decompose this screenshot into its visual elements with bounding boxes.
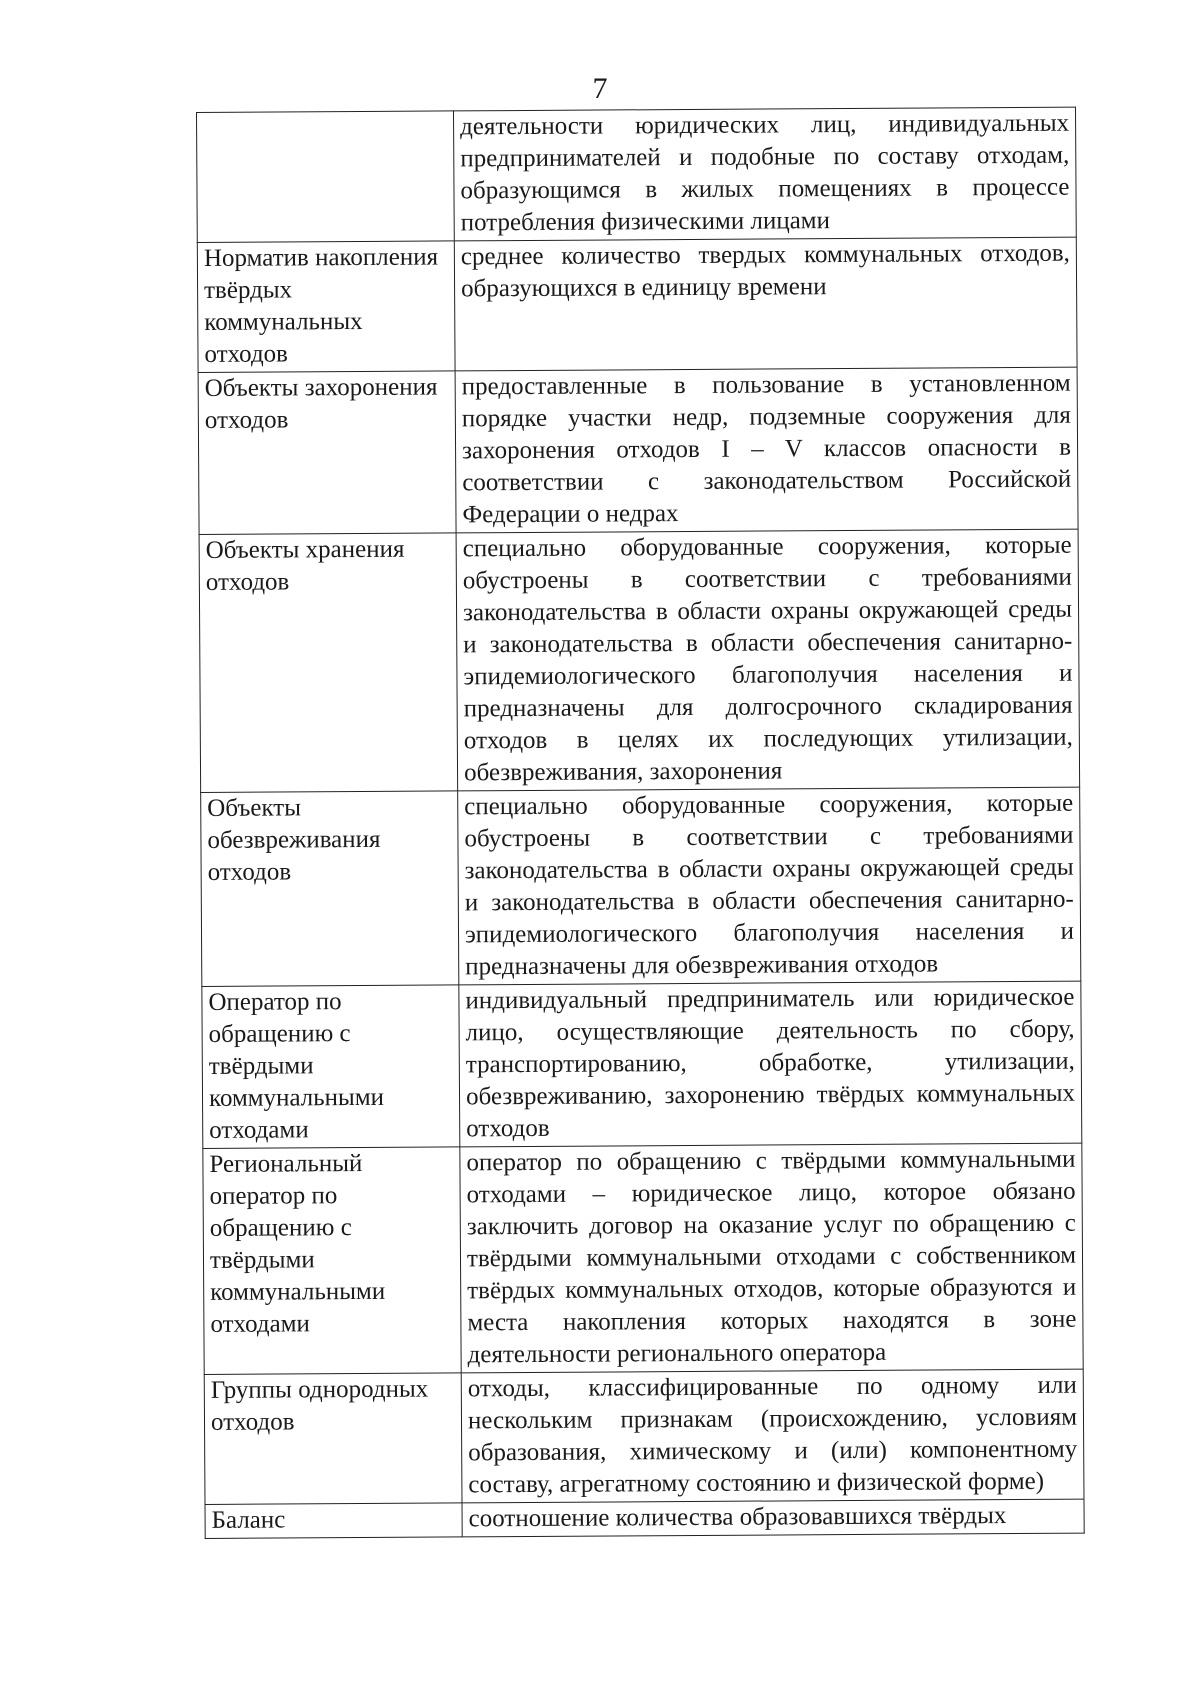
table-row bbox=[205, 1499, 1084, 1538]
table-row bbox=[204, 1369, 1084, 1504]
term-cell: Группы однородных отходов bbox=[204, 1373, 462, 1505]
term-cell: Норматив накопления твёрдых коммунальных отходов bbox=[197, 241, 455, 373]
definition-cell: соотношение количества образовавшихся твёрдых bbox=[462, 1499, 1084, 1537]
definition-cell: деятельности юридических лиц, индивидуальных предпринимателей и подобные по составу отходам, образующимся в жилых помещениях в процессе потребления физическими лицами bbox=[453, 107, 1076, 241]
page-number: 7 bbox=[592, 72, 608, 105]
definition-cell: среднее количество твердых коммунальных отходов, образующихся в единицу времени bbox=[454, 237, 1077, 371]
glossary-table bbox=[196, 107, 1085, 1539]
term-cell: Баланс bbox=[205, 1503, 462, 1539]
table-row bbox=[202, 981, 1082, 1148]
definition-cell: оператор по обращению с твёрдыми коммунальными отходами – юридическое лицо, которое обязано заключить договор на оказание услуг по обращению с твёрдыми коммунальными отходами с собственником твёрдых коммунальных отходов, которые образуются и места накопления которых находятся в зоне деятельности регионального оператора bbox=[460, 1143, 1083, 1373]
definition-cell: специально оборудованные сооружения, которые обустроены в соответствии с требованиями законодательства в области охраны окружающей среды и законодательства в области обеспечения санитарно-эпидемиологического благополучия населения и предназначены для обезвреживания отходов bbox=[458, 787, 1081, 985]
term-cell bbox=[197, 111, 455, 243]
definition-cell: отходы, классифицированные по одному или нескольким признакам (происхождению, условиям образования, химическому и (или) компонентному составу, агрегатному состоянию и физической форме) bbox=[461, 1369, 1084, 1503]
table-row bbox=[197, 107, 1077, 242]
table-row bbox=[197, 237, 1077, 372]
table-row bbox=[203, 1143, 1083, 1374]
definition-cell: предоставленные в пользование в установленном порядке участки недр, подземные сооружения для захоронения отходов I – V классов опасности в соответствии с законодательством Российской Федерации о недрах bbox=[455, 367, 1078, 533]
term-cell: Объекты обезвреживания отходов bbox=[201, 791, 459, 987]
table-row bbox=[199, 529, 1080, 792]
term-cell: Объекты хранения отходов bbox=[199, 533, 458, 793]
table-row bbox=[198, 367, 1078, 534]
definition-cell: индивидуальный предприниматель или юридическое лицо, осуществляющие деятельность по сбору, транспортированию, обработке, утилизации, обезвреживанию, захоронению твёрдых коммунальных отходов bbox=[459, 981, 1082, 1147]
definition-cell: специально оборудованные сооружения, которые обустроены в соответствии с требованиями законодательства в области охраны окружающей среды и законодательства в области обеспечения санитарно-эпидемиологического благополучия населения и предназначены для долгосрочного складирования отходов в целях их последующих утилизации, обезвреживания, захоронения bbox=[456, 529, 1080, 791]
term-cell: Региональный оператор по обращению с твёрдыми коммунальными отходами bbox=[203, 1147, 461, 1375]
table-row bbox=[201, 787, 1081, 986]
term-cell: Оператор по обращению с твёрдыми коммунальными отходами bbox=[202, 985, 460, 1149]
term-cell: Объекты захоронения отходов bbox=[198, 371, 456, 535]
